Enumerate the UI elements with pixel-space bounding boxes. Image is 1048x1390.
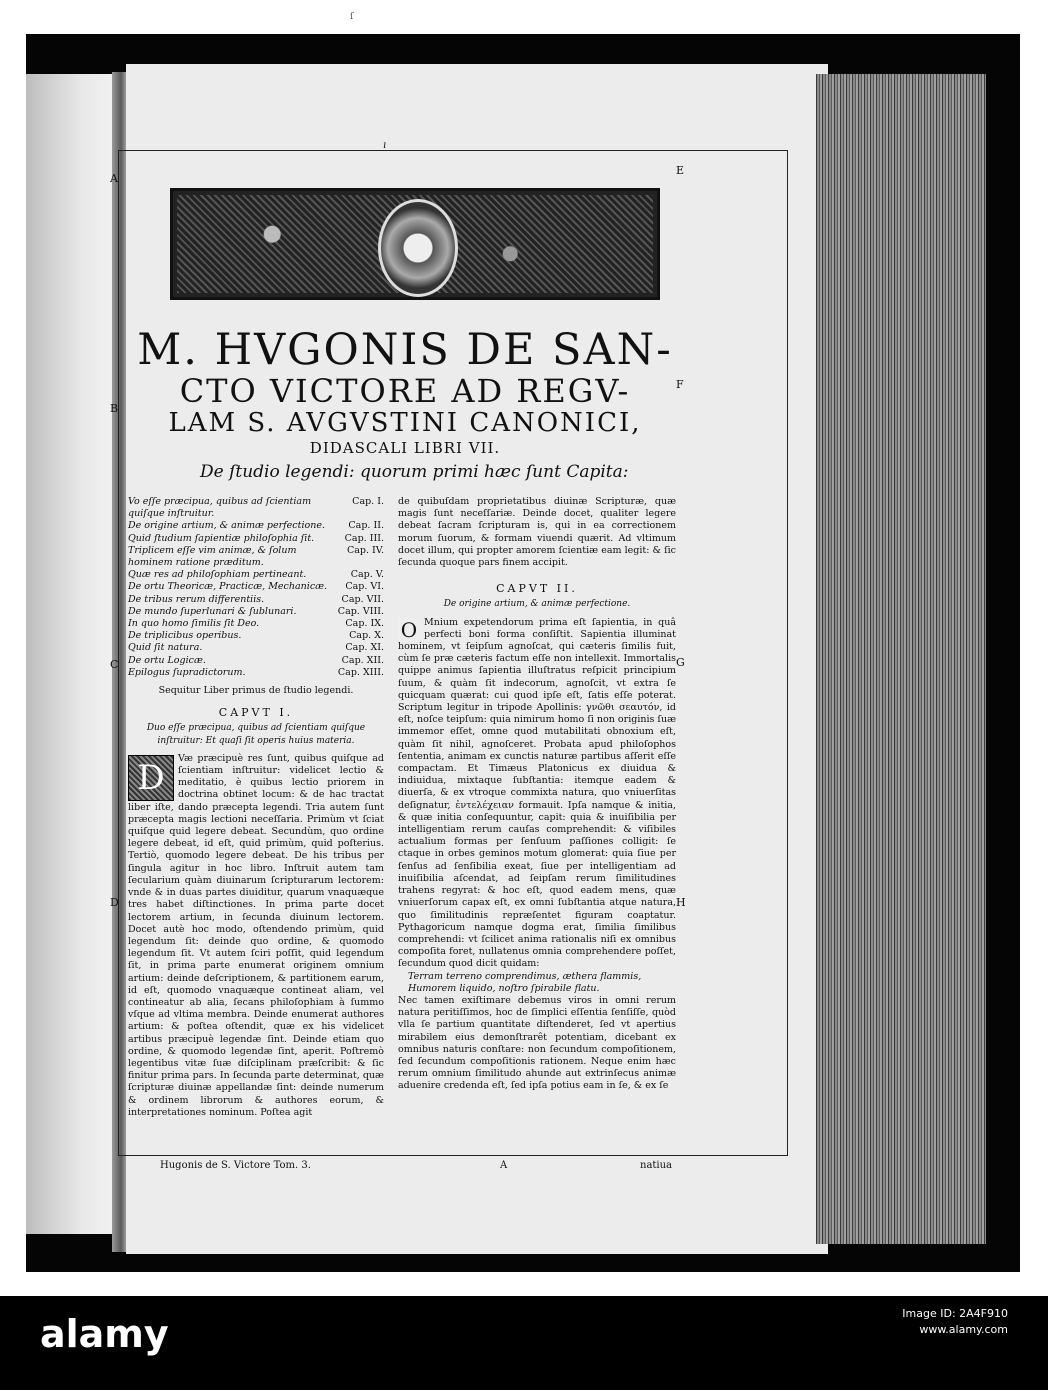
toc-entry-text: Quid ſtudium ſapientiæ philoſophia ſit. bbox=[128, 532, 315, 544]
toc-row bbox=[128, 533, 384, 545]
caput-2-heading: CAPVT II. bbox=[496, 582, 578, 596]
drop-cap-o: O bbox=[398, 619, 420, 641]
margin-letter-a: A bbox=[110, 172, 118, 185]
margin-letter-g: G bbox=[676, 656, 685, 669]
caput-2-body bbox=[398, 617, 676, 971]
toc-row bbox=[128, 545, 384, 569]
toc-entry-text: Epilogus ſupradictorum. bbox=[128, 666, 246, 678]
watermark-id-line-1: Image ID: 2A4F910 bbox=[902, 1307, 1008, 1320]
watermark-logo: alamy bbox=[40, 1312, 169, 1356]
toc-entry-text: De origine artium, & animæ perfectione. bbox=[128, 520, 325, 532]
toc-entry-text: Vo eſſe præcipua, quibus ad ſcientiam quiſque inſtruitur. bbox=[128, 496, 312, 520]
toc-entry-cap: Cap. XIII. bbox=[337, 666, 384, 678]
verse-line-2: Humorem liquido, noſtro ſpirabile flatu. bbox=[408, 982, 600, 994]
caput-2-text: Mnium expetendorum prima eſt ſapientia, in quâ perfecti boni forma conſiſtit. Sapientia illuminat hominem, vt ſeipſum agnoſcat, qui cæteris ſimilis fuit, cùm ſe præ cæteris factum eſſe non intellexit. Immortalis quippe animus ſapientia illuſtratus reſpicit principium ſuum, & quàm ſit indecorum, agnoſcit, vt extra ſe quicquam quærat: cui quod ipſe eſt, ſatis eſſe poterat. Scriptum legitur in tripode Apollinis: γνῶθι σεαυτόν, id eſt, noſce teipſum: quia nimirum homo ſi non originis ſuæ immemor eſſet, omne quod mutabilitati obnoxium eſt, quàm ſit nihil, agnoſceret. Probata apud philoſophos ſententia, animam ex cunctis naturæ partibus aſſerit eſſe compactam. Et Timæus Platonicus ex diuidua & indiuidua, mixtaque ſubſtantia: itemque eadem & diuerſa, & ex vtroque commixta natura, quo vniuerſitas deſignatur, ἐντελέχειαν formauit. Ipſa namque & initia, & quæ initia conſequuntur, capit: quia & inuiſibilia per intelligentiam rerum cauſas comprehendit: & viſibiles actualium formas per ſenſuum paſſiones colligit: ſe ctaque in orbes geminos motum glomerat: quia ſiue per ſenſus ad ſenſibilia exeat, ſiue per intelligentiam ad inuiſibilia aſcendat, ad ſeipſam rerum ſimilitudines trahens regyrat: & hoc eſt, quod eadem mens, quæ vniuerſorum capax eſt, ex omni ſubſtantia atque natura, quo ſimilitudinis repræſentet figuram coaptatur. Pythagoricum namque dogma erat, ſimilia ſimilibus comprehendi: vt ſcilicet anima rationalis niſi ex omnibus compoſita foret, nullatenus omnia comprehendere poſſet, ſecundum quod dicit quidam: bbox=[398, 616, 676, 970]
toc-entry-cap: Cap. XII. bbox=[341, 654, 384, 666]
toc-closing: Sequitur Liber primus de ſtudio legendi. bbox=[158, 685, 354, 697]
caput-2-end: Nec tamen exiſtimare debemus viros in omni rerum natura peritiſſimos, hoc de ſimplici eſſentia ſenſiſſe, quòd vlla ſe partium quantitate diſtenderet, ſed vt apertius mirabilem eius demonſtrarêt potentiam, dicebant ex omnibus naturis conſtare: non ſecundum compoſitionem, ſed ſecundum compoſitionis rationem. Neque enim hæc rerum omnium ſimilitudo ahunde aut extrinſecus animæ aduenire credenda eſt, ſed ipſa potius eam in ſe, & ex ſe bbox=[398, 994, 676, 1092]
margin-letter-b: B bbox=[110, 402, 119, 415]
footer-catchword: natiua bbox=[640, 1160, 673, 1171]
woodcut-headpiece bbox=[170, 188, 660, 300]
caput-1-subheading: Duo eſſe præcipua, quibus ad ſcientiam quiſque inſtruitur: Et quaſi ſit operis huius materia. bbox=[146, 723, 366, 746]
toc-row bbox=[128, 581, 384, 593]
toc-entry-cap: Cap. V. bbox=[350, 569, 384, 581]
toc-entry-cap: Cap. VI. bbox=[345, 581, 384, 593]
caput-1-text: Væ præcipuè res ſunt, quibus quiſque ad ſcientiam inſtruitur: videlicet lectio & meditatio, è quibus lectio priorem in doctrina obtinet locum: & de hac tractat liber iſte, dando præcepta legendi. Tria autem ſunt præcepta magis lectioni neceſſaria. Primùm vt ſciat quiſque quid legere debeat. Secundùm, quo ordine legere debeat, id eſt, quid primùm, quid poſterius. Tertiò, quomodo legere debeat. De his tribus per ſingula agitur in hoc libro. Inſtruit autem tam ſecularium quàm diuinarum ſcripturarum lectorem: vnde & in duas partes diuiditur, quarum vnaquæque tres habet diſtinctiones. In prima parte docet lectorem artium, in ſecunda diuinum lectorem. Docet autè hoc modo, oſtendendo primùm, quid legendum ſit: deinde quo ordine, & quomodo legendum ſit. Vt autem ſciri poſſit, quid legendum ſit, in prima parte enumerat originem omnium artium: deinde deſcriptionem, & partitionem earum, id eſt, quomodo vnaquæque contineat aliam, vel contineatur ab alia, ſecans philoſophiam à ſummo vſque ad vltima membra. Deinde enumerat authores artium: & poſtea oſtendit, quæ ex his videlicet artibus præcipuè legendæ ſint. Deinde etiam quo ordine, & quomodo legendæ ſint, aperit. Poſtremò legentibus vitæ ſuæ diſciplinam præſcribit: & ſic finitur prima pars. In ſecunda parte determinat, quæ ſcripturæ diuinæ appellandæ ſint: deinde numerum & ordinem librorum & authores eorum, & interpretationes nominum. Poſtea agit bbox=[128, 752, 384, 1118]
top-mark: ſ bbox=[350, 12, 354, 22]
watermark-id bbox=[902, 1306, 1008, 1338]
title-line-2: CTO VICTORE AD REGV- bbox=[179, 372, 631, 410]
toc-entry-cap: Cap. VIII. bbox=[337, 605, 384, 617]
toc-entry-text: In quo homo ſimilis ſit Deo. bbox=[128, 618, 260, 630]
toc-row bbox=[128, 655, 384, 667]
toc-row bbox=[128, 520, 384, 532]
footer-signature: A bbox=[500, 1160, 508, 1171]
toc-row bbox=[128, 594, 384, 606]
toc-entry-cap: Cap. VII. bbox=[341, 593, 384, 605]
toc-entry-text: Quæ res ad philoſophiam pertineant. bbox=[128, 569, 307, 581]
margin-letter-e: E bbox=[676, 164, 685, 177]
verse-line-1: Terram terreno comprendimus, æthera flammis, bbox=[408, 970, 642, 982]
toc-entry-cap: Cap. IV. bbox=[346, 544, 384, 556]
caput-1-heading: CAPVT I. bbox=[218, 706, 294, 720]
toc-entry-cap: Cap. III. bbox=[344, 532, 384, 544]
toc-entry-cap: Cap. I. bbox=[352, 496, 384, 507]
title-line-4: DIDASCALI LIBRI VII. bbox=[309, 439, 501, 457]
toc-entry-cap: Cap. IX. bbox=[345, 618, 384, 630]
toc-entry-text: De ortu Logicæ. bbox=[128, 654, 206, 666]
footer-running-title: Hugonis de S. Victore Tom. 3. bbox=[160, 1160, 311, 1171]
right-column bbox=[398, 496, 676, 1093]
madonna-medallion bbox=[378, 199, 458, 297]
header-mark: ı bbox=[383, 140, 387, 151]
toc-entry-text: De ortu Theoricæ, Practicæ, Mechanicæ. bbox=[128, 581, 328, 593]
caput-2-subheading: De origine artium, & animæ perfectione. bbox=[443, 599, 631, 610]
margin-letter-c: C bbox=[110, 658, 119, 671]
toc-entry-cap: Cap. XI. bbox=[345, 642, 384, 654]
table-of-contents bbox=[128, 496, 384, 679]
toc-entry-cap: Cap. X. bbox=[349, 630, 384, 642]
watermark-id-line-2: www.alamy.com bbox=[919, 1323, 1008, 1336]
toc-entry-text: De tribus rerum differentiis. bbox=[128, 593, 265, 605]
toc-row bbox=[128, 642, 384, 654]
left-page-edge bbox=[26, 74, 118, 1234]
left-column bbox=[128, 496, 384, 1119]
page-block-edge bbox=[816, 74, 986, 1244]
drop-cap-d: D bbox=[128, 755, 174, 801]
margin-letter-h: H bbox=[676, 896, 686, 909]
margin-letter-d: D bbox=[110, 896, 119, 909]
toc-entry-cap: Cap. II. bbox=[348, 520, 384, 532]
toc-row bbox=[128, 496, 384, 520]
subtitle: De ſtudio legendi: quorum primi hæc ſunt Capita: bbox=[200, 462, 629, 482]
toc-row bbox=[128, 606, 384, 618]
toc-row bbox=[128, 667, 384, 679]
toc-entry-text: De mundo ſuperlunari & ſublunari. bbox=[128, 605, 297, 617]
caput-1-body bbox=[128, 753, 384, 1119]
toc-entry-text: Triplicem eſſe vim animæ, & ſolum hominem ratione præditum. bbox=[128, 544, 297, 569]
toc-row bbox=[128, 618, 384, 630]
title-line-1: M. HVGONIS DE SAN- bbox=[137, 325, 673, 375]
right-intro: de quibuſdam proprietatibus diuinæ Scripturæ, quæ magis ſunt neceſſariæ. Deinde docet, qualiter legere debeat ſacram ſcripturam is, qui in ea correctionem morum ſuorum, & formam viuendi quærit. Ad vltimum docet illum, qui propter amorem ſcientiæ eam legit: & ſic ſecunda quoque pars finem accipit. bbox=[398, 496, 676, 569]
margin-letter-f: F bbox=[676, 378, 684, 391]
toc-row bbox=[128, 569, 384, 581]
toc-row bbox=[128, 630, 384, 642]
toc-entry-text: De triplicibus operibus. bbox=[128, 630, 242, 642]
toc-entry-text: Quid ſit natura. bbox=[128, 642, 203, 654]
title-line-3: LAM S. AVGVSTINI CANONICI, bbox=[168, 408, 642, 438]
